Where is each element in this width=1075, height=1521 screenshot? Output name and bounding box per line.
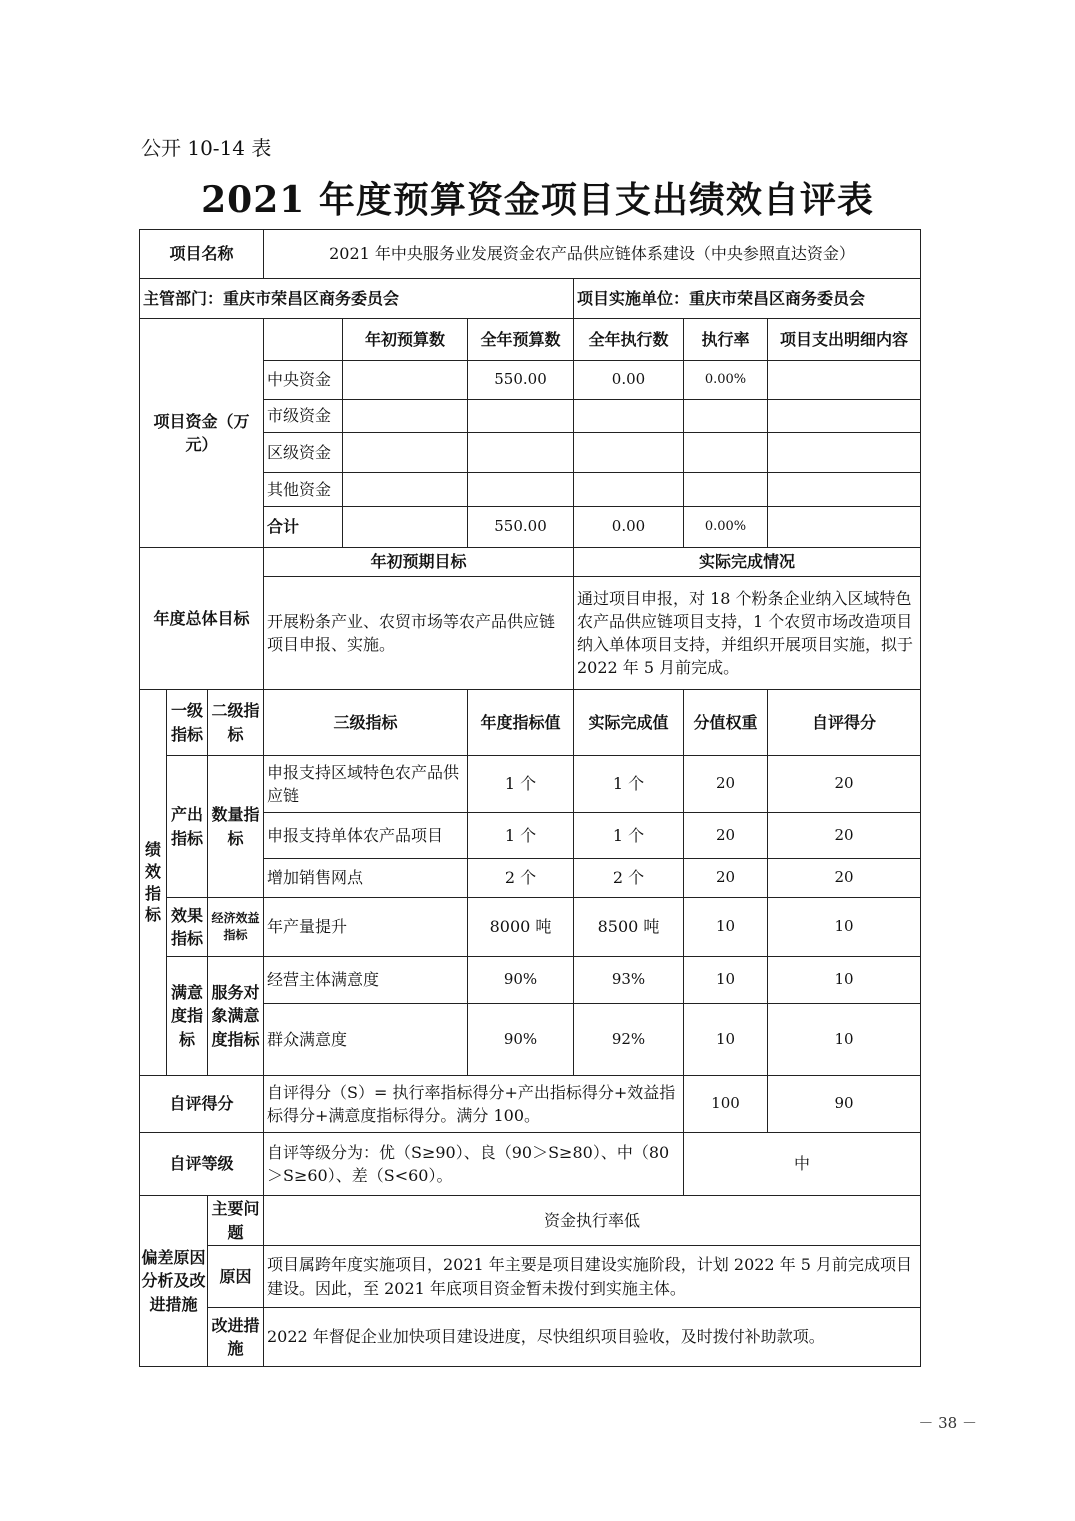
group-effect: 效果指标 [167,898,208,957]
fund-initial [343,361,468,400]
indicator-target: 1 个 [468,813,574,859]
indicators-section-label-text: 绩效指标 [145,840,162,925]
project-name-label: 项目名称 [140,230,264,279]
self-grade-value: 中 [684,1133,921,1196]
fund-annual: 550.00 [468,361,574,400]
indicator-row [140,898,921,957]
indicator-target: 8000 吨 [468,898,574,957]
indicator-score: 10 [768,957,921,1004]
fund-initial [343,507,468,548]
goals-actual-text: 通过项目申报，对 18 个粉条企业纳入区域特色农产品供应链项目支持，1 个农贸市场改造项目纳入单体项目支持，并组织开展项目实施，拟于 2022 年 5 月前完成。 [574,577,921,690]
header-level2: 二级指标 [208,690,264,756]
funds-header-annual: 全年预算数 [468,319,574,361]
goals-label: 年度总体目标 [140,548,264,690]
indicator-score: 20 [768,756,921,813]
indicator-name: 增加销售网点 [264,859,468,898]
indicator-target: 90% [468,1004,574,1076]
header-weight: 分值权重 [684,690,768,756]
fund-detail [768,507,921,548]
indicator-score: 20 [768,859,921,898]
fund-executed [574,473,684,507]
fund-detail [768,433,921,473]
funds-header-detail: 项目支出明细内容 [768,319,921,361]
fund-rate [684,400,768,433]
page-number: － 38 － [918,1414,977,1432]
indicator-actual: 1 个 [574,756,684,813]
group-quantity: 数量指标 [208,756,264,898]
problem-label: 主要问题 [208,1196,264,1246]
indicator-weight: 20 [684,756,768,813]
indicators-section-label [140,690,167,1076]
self-score-total: 100 [684,1076,768,1133]
indicator-weight: 20 [684,813,768,859]
indicator-actual: 8500 吨 [574,898,684,957]
indicator-name: 申报支持单体农产品项目 [264,813,468,859]
fund-executed: 0.00 [574,507,684,548]
indicator-weight: 10 [684,957,768,1004]
goals-expected-header: 年初预期目标 [264,548,574,577]
document-code: 公开 10-14 表 [141,136,272,160]
indicator-name: 申报支持区域特色农产品供应链 [264,756,468,813]
goals-actual-header: 实际完成情况 [574,548,921,577]
header-target: 年度指标值 [468,690,574,756]
department-label: 主管部门：重庆市荣昌区商务委员会 [140,279,574,319]
fund-annual [468,473,574,507]
indicator-target: 2 个 [468,859,574,898]
indicator-actual: 2 个 [574,859,684,898]
group-economic: 经济效益指标 [208,898,264,957]
performance-evaluation-table [139,229,921,1367]
funds-header-row [140,319,921,361]
indicator-name: 年产量提升 [264,898,468,957]
fund-name: 合计 [264,507,343,548]
fund-detail [768,473,921,507]
fund-name: 市级资金 [264,400,343,433]
measure-text: 2022 年督促企业加快项目建设进度，尽快组织项目验收，及时拨付补助款项。 [264,1308,921,1367]
fund-annual: 550.00 [468,507,574,548]
fund-detail [768,400,921,433]
implementing-unit-label: 项目实施单位：重庆市荣昌区商务委员会 [574,279,921,319]
group-service-satisfaction: 服务对象满意度指标 [208,957,264,1076]
fund-name: 其他资金 [264,473,343,507]
problem-text: 资金执行率低 [264,1196,921,1246]
funds-label: 项目资金（万元） [140,319,264,548]
reason-text: 项目属跨年度实施项目，2021 年主要是项目建设实施阶段，计划 2022 年 5 月前完成项目建设。因此，至 2021 年底项目资金暂未拨付到实施主体。 [264,1246,921,1308]
fund-initial [343,400,468,433]
fund-executed: 0.00 [574,361,684,400]
self-grade-description: 自评等级分为：优（S≥90）、良（90＞S≥80）、中（80＞S≥60）、差（S<60）。 [264,1133,684,1196]
fund-annual [468,400,574,433]
fund-executed [574,433,684,473]
header-score: 自评得分 [768,690,921,756]
department-row [140,279,921,319]
reason-label: 原因 [208,1246,264,1308]
header-actual: 实际完成值 [574,690,684,756]
indicator-weight: 20 [684,859,768,898]
indicator-name: 经营主体满意度 [264,957,468,1004]
indicator-actual: 93% [574,957,684,1004]
fund-rate: 0.00% [684,507,768,548]
indicator-weight: 10 [684,1004,768,1076]
goals-header-row [140,548,921,577]
fund-executed [574,400,684,433]
indicator-score: 20 [768,813,921,859]
goals-expected-text: 开展粉条产业、农贸市场等农产品供应链项目申报、实施。 [264,577,574,690]
indicator-row [140,756,921,813]
indicator-target: 1 个 [468,756,574,813]
self-score-label: 自评得分 [140,1076,264,1133]
deviation-label: 偏差原因分析及改进措施 [140,1196,208,1367]
fund-rate: 0.00% [684,361,768,400]
indicator-actual: 92% [574,1004,684,1076]
measure-label: 改进措施 [208,1308,264,1367]
self-score-value: 90 [768,1076,921,1133]
self-grade-row [140,1133,921,1196]
document-title: 2021 年度预算资金项目支出绩效自评表 [201,179,874,221]
fund-name: 区级资金 [264,433,343,473]
deviation-measure-row [140,1308,921,1367]
project-name-row [140,230,921,279]
indicator-score: 10 [768,898,921,957]
fund-initial [343,433,468,473]
funds-header-initial: 年初预算数 [343,319,468,361]
indicator-name: 群众满意度 [264,1004,468,1076]
indicators-header-row [140,690,921,756]
group-satisfaction: 满意度指标 [167,957,208,1076]
fund-detail [768,361,921,400]
project-name-value: 2021 年中央服务业发展资金农产品供应链体系建设（中央参照直达资金） [264,230,921,279]
self-score-formula: 自评得分（S）= 执行率指标得分+产出指标得分+效益指标得分+满意度指标得分。满分 100。 [264,1076,684,1133]
deviation-reason-row [140,1246,921,1308]
header-level3: 三级指标 [264,690,468,756]
indicator-weight: 10 [684,898,768,957]
deviation-problem-row [140,1196,921,1246]
indicator-row [140,957,921,1004]
self-grade-label: 自评等级 [140,1133,264,1196]
funds-header-rate: 执行率 [684,319,768,361]
header-level1: 一级指标 [167,690,208,756]
group-output: 产出指标 [167,756,208,898]
indicator-score: 10 [768,1004,921,1076]
fund-rate [684,473,768,507]
self-score-row [140,1076,921,1133]
fund-initial [343,473,468,507]
indicator-target: 90% [468,957,574,1004]
indicator-actual: 1 个 [574,813,684,859]
fund-name: 中央资金 [264,361,343,400]
funds-header-executed: 全年执行数 [574,319,684,361]
fund-rate [684,433,768,473]
funds-corner-cell [264,319,343,361]
fund-annual [468,433,574,473]
